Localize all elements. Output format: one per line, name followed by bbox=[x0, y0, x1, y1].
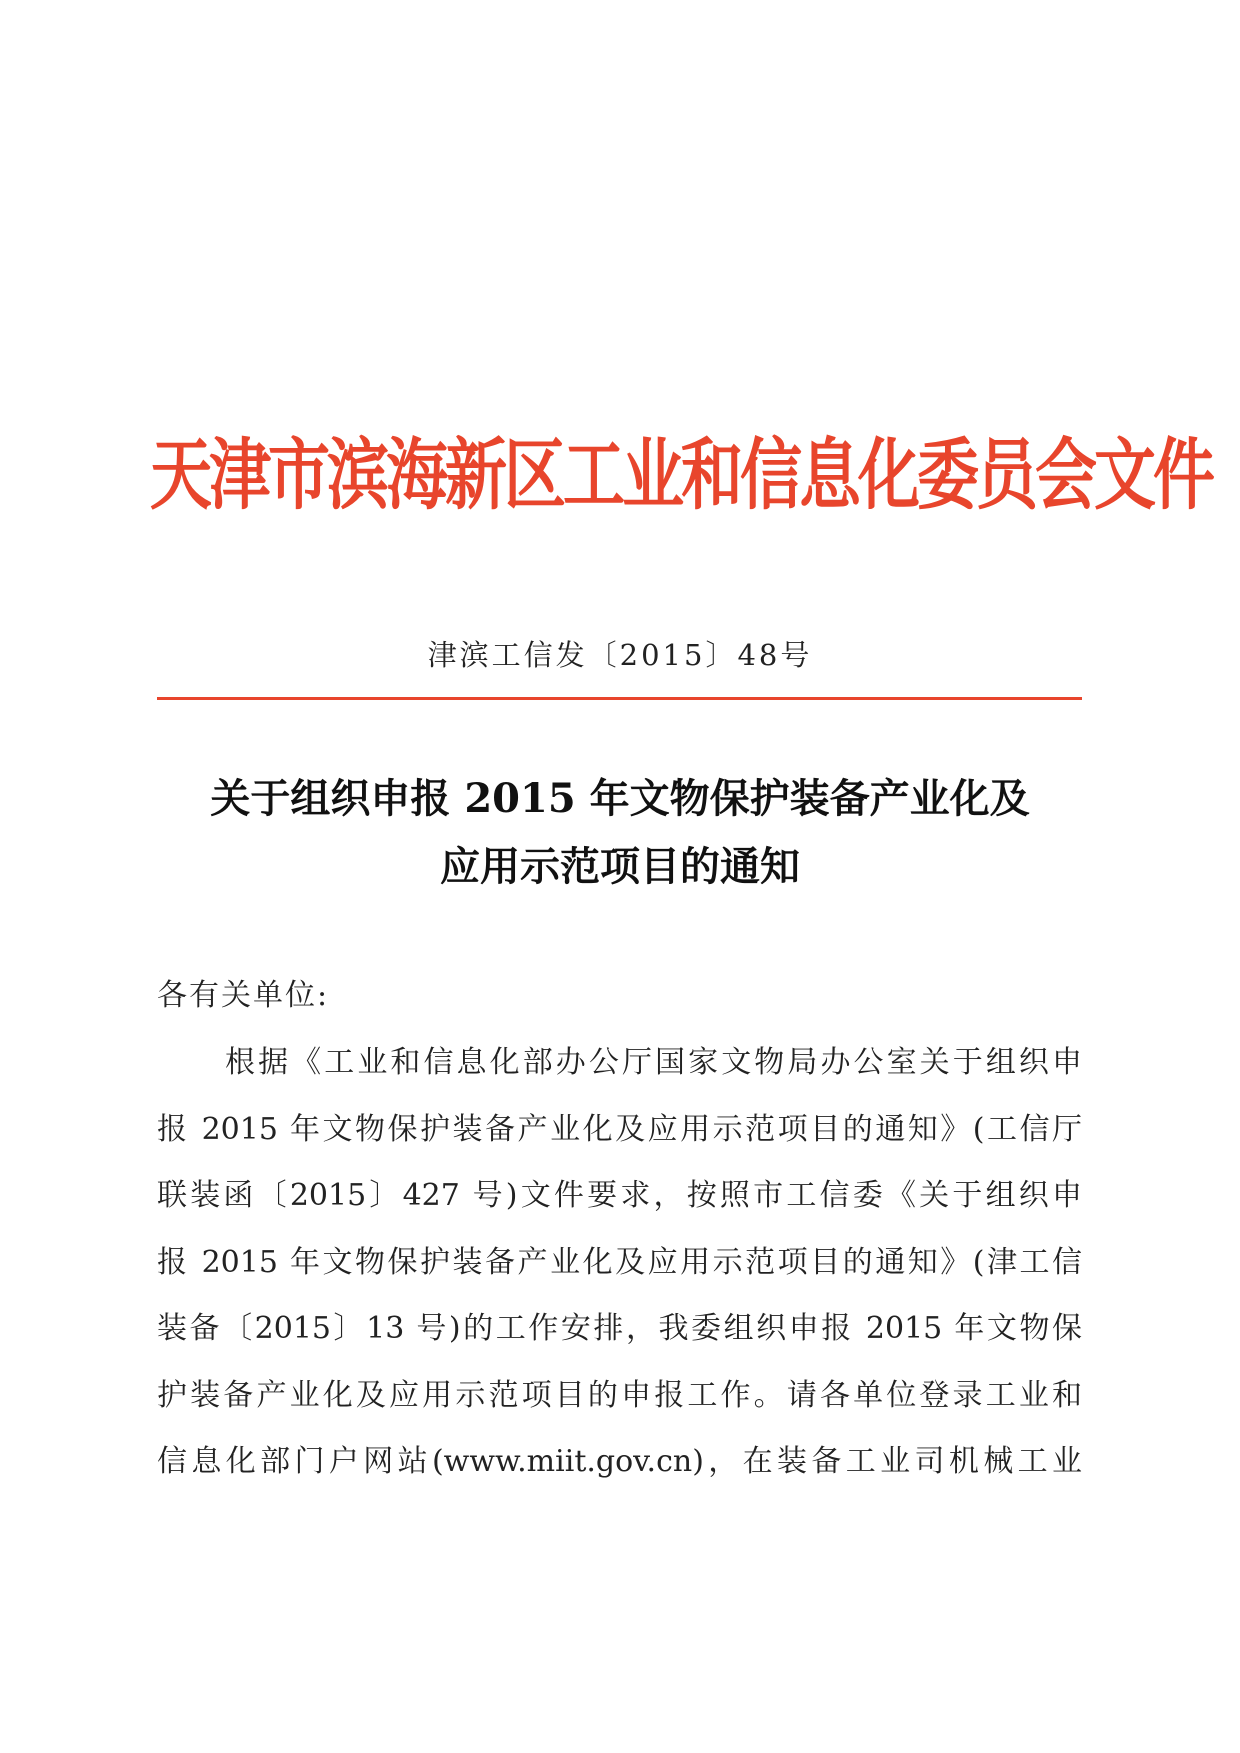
body-line: 信息化部门户网站(www.miit.gov.cn)，在装备工业司机械工业 bbox=[157, 1444, 1082, 1479]
body-line: 装备〔2015〕13 号)的工作安排，我委组织申报 2015 年文物保 bbox=[157, 1311, 1082, 1346]
body-line: 联装函〔2015〕427 号)文件要求，按照市工信委《关于组织申 bbox=[157, 1178, 1082, 1213]
body-line: 根据《工业和信息化部办公厅国家文物局办公室关于组织申 bbox=[225, 1045, 1082, 1080]
body-line: 报 2015 年文物保护装备产业化及应用示范项目的通知》(津工信 bbox=[157, 1244, 1082, 1280]
body-line: 报 2015 年文物保护装备产业化及应用示范项目的通知》(工信厅 bbox=[157, 1111, 1082, 1147]
salutation: 各有关单位: bbox=[157, 978, 330, 1013]
document-title-line-2: 应用示范项目的通知 bbox=[440, 843, 800, 890]
body-paragraph bbox=[157, 1030, 1082, 1496]
red-divider-line bbox=[157, 697, 1082, 700]
document-number: 津滨工信发〔2015〕48号 bbox=[427, 638, 813, 672]
body-line: 护装备产业化及应用示范项目的申报工作。请各单位登录工业和 bbox=[157, 1377, 1082, 1413]
document-title bbox=[150, 765, 1090, 901]
document-title-line-1: 关于组织申报 2015 年文物保护装备产业化及 bbox=[210, 775, 1030, 822]
masthead-title: 天津市滨海新区工业和信息化委员会文件 bbox=[150, 428, 1213, 520]
